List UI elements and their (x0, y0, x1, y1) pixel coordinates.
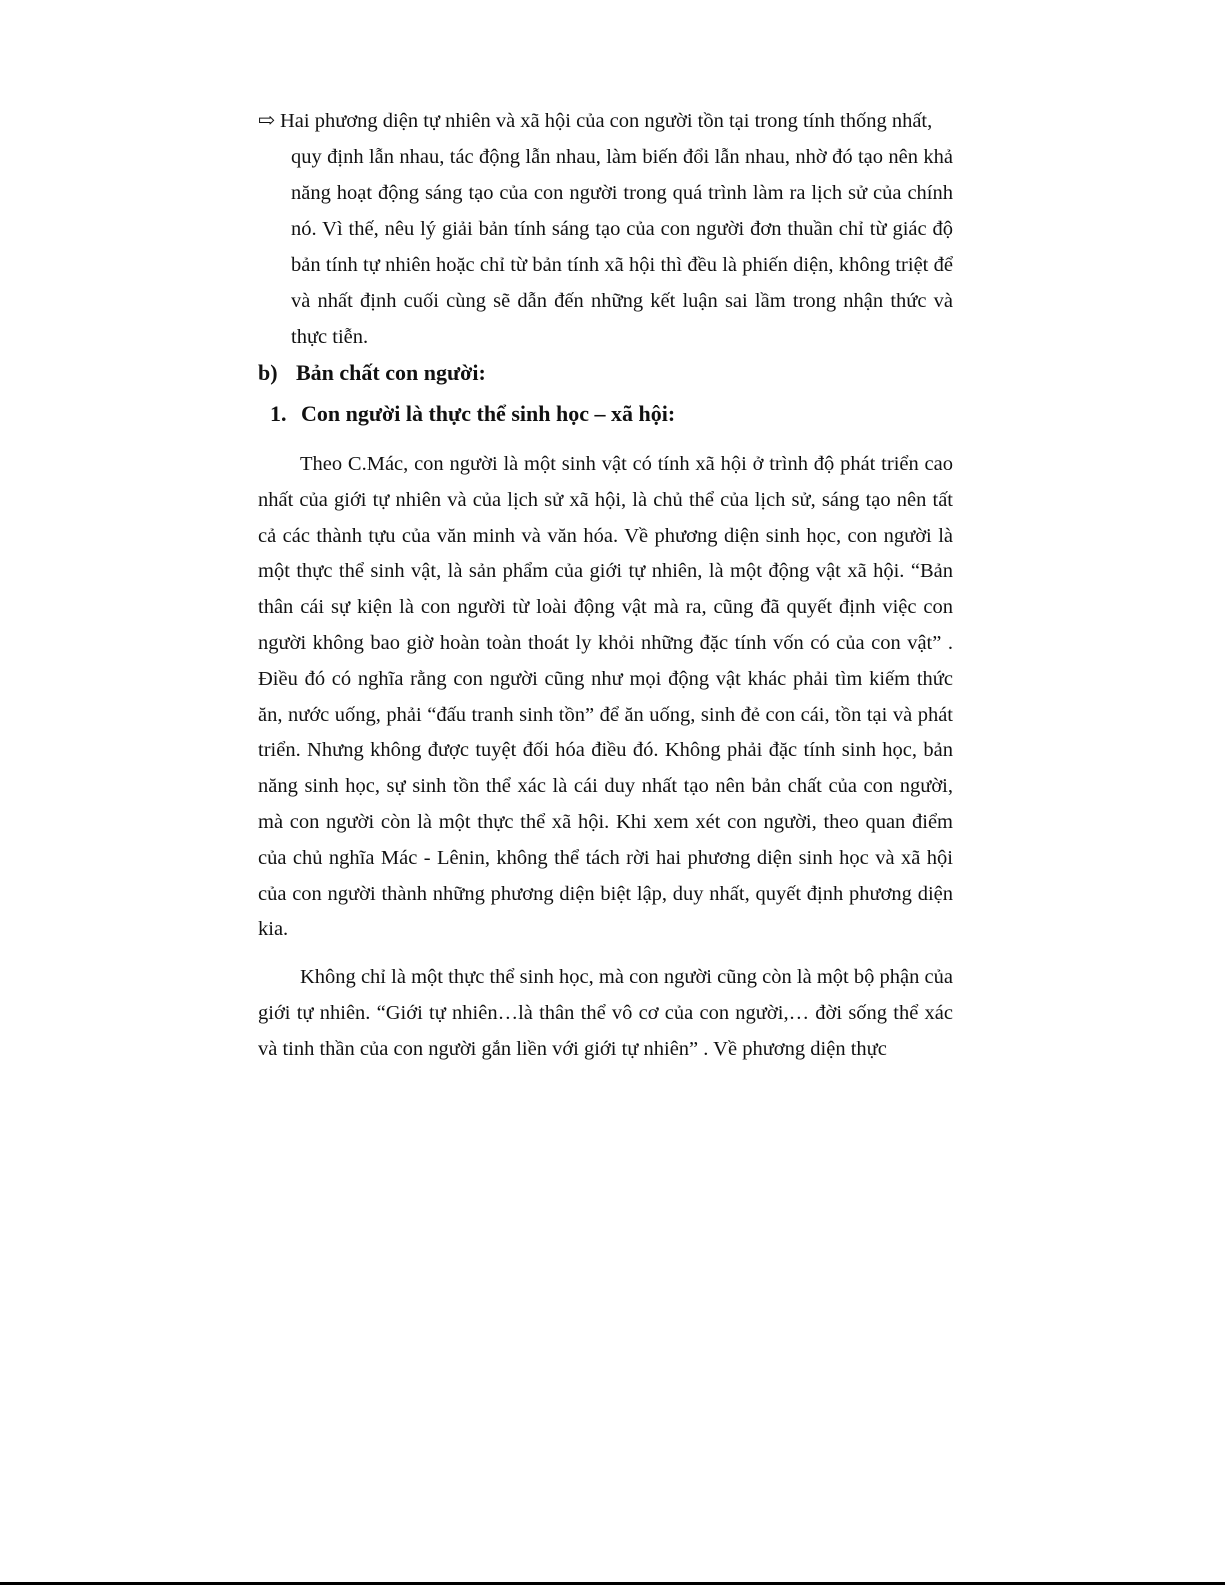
conclusion-block (258, 103, 953, 355)
section-heading-b-label: b) (258, 360, 278, 385)
conclusion-lead-line: Hai phương diện tự nhiên và xã hội của con người tồn tại trong tính thống nhất, (280, 110, 933, 132)
body-paragraph-1: Theo C.Mác, con người là một sinh vật có tính xã hội ở trình độ phát triển cao nhất của giới tự nhiên và của lịch sử xã hội, là chủ thể của lịch sử, sáng tạo nên tất cả các thành tựu của văn minh và văn hóa. Về phương diện sinh học, con người là một thực thể sinh vật, là sản phẩm của giới tự nhiên, là một động vật xã hội. “Bản thân cái sự kiện là con người từ loài động vật mà ra, cũng đã quyết định việc con người không bao giờ hoàn toàn thoát ly khỏi những đặc tính vốn có của con vật” . Điều đó có nghĩa rằng con người cũng như mọi động vật khác phải tìm kiếm thức ăn, nước uống, phải “đấu tranh sinh tồn” để ăn uống, sinh đẻ con cái, tồn tại và phát triển. Nhưng không được tuyệt đối hóa điều đó. Không phải đặc tính sinh học, bản năng sinh học, sự sinh tồn thể xác là cái duy nhất tạo nên bản chất của con người, mà con người còn là một thực thể xã hội. Khi xem xét con người, theo quan điểm của chủ nghĩa Mác - Lênin, không thể tách rời hai phương diện sinh học và xã hội của con người thành những phương diện biệt lập, duy nhất, quyết định phương diện kia. (258, 453, 953, 941)
body-paragraph-2: Không chỉ là một thực thể sinh học, mà con người cũng còn là một bộ phận của giới tự nhiên. “Giới tự nhiên…là thân thể vô cơ của con người,… đời sống thể xác và tinh thần của con người gắn liền với giới tự nhiên” . Về phương diện thực (258, 966, 953, 1060)
subsection-heading-1 (270, 396, 675, 432)
section-heading-b (258, 355, 486, 391)
subsection-heading-1-label: 1. (270, 401, 287, 426)
subsection-heading-1-text: Con người là thực thể sinh học – xã hội: (301, 401, 676, 426)
conclusion-body: quy định lẫn nhau, tác động lẫn nhau, làm biến đổi lẫn nhau, nhờ đó tạo nên khả năng hoạt động sáng tạo của con người trong quá trình làm ra lịch sử của chính nó. Vì thế, nêu lý giải bản tính sáng tạo của con người đơn thuần chỉ từ giác độ bản tính tự nhiên hoặc chỉ từ bản tính xã hội thì đều là phiến diện, không triệt để và nhất định cuối cùng sẽ dẫn đến những kết luận sai lầm trong nhận thức và thực tiễn. (291, 146, 953, 348)
arrow-icon: ⇨ (258, 110, 276, 132)
section-heading-b-text: Bản chất con người: (296, 360, 486, 385)
